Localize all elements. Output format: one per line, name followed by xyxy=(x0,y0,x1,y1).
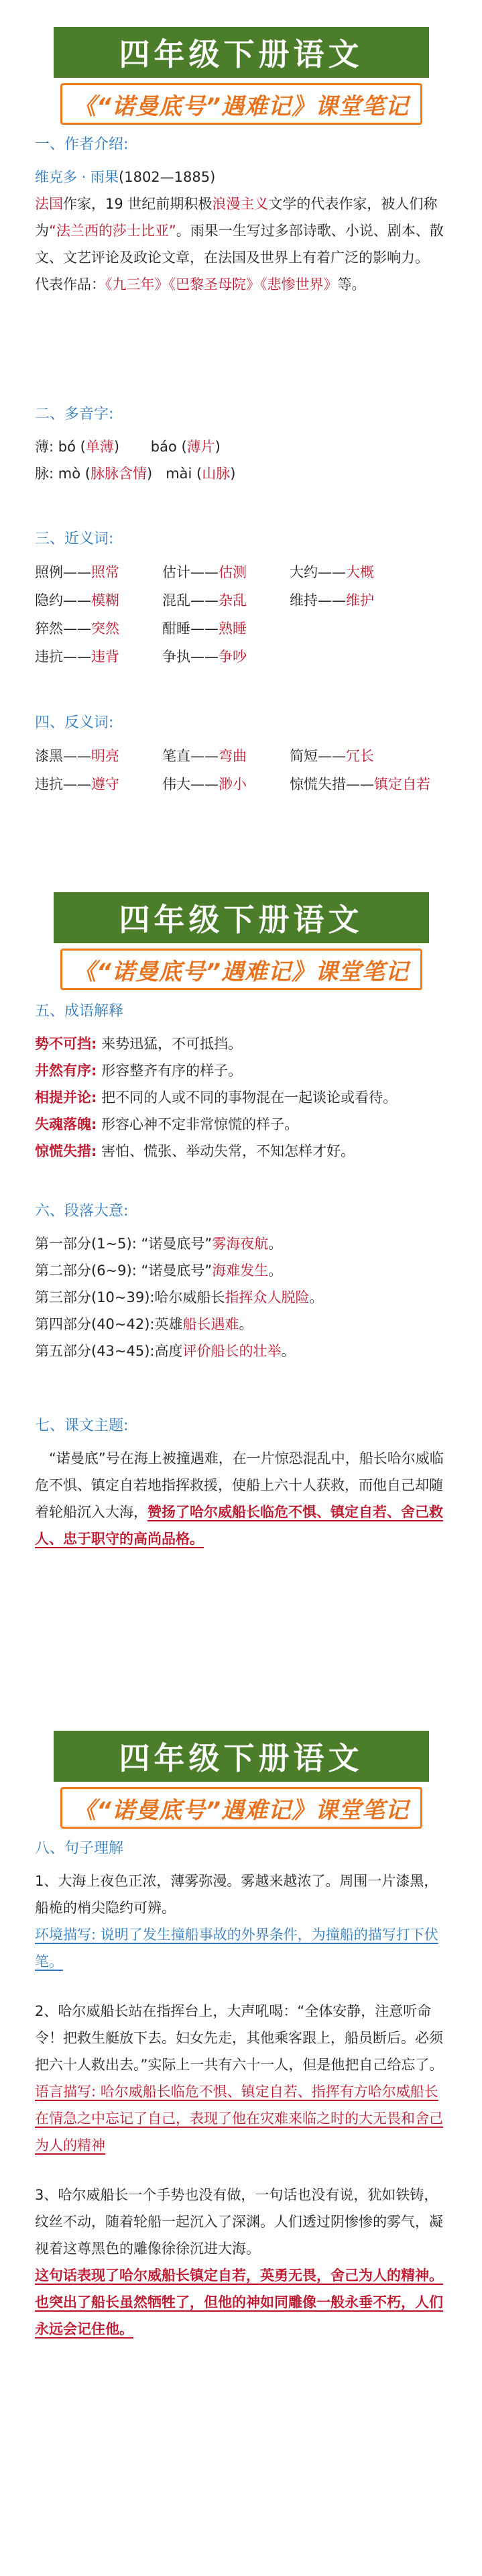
idiom-item: 相提并论: 把不同的人或不同的事物混在一起谈论或看待。 xyxy=(35,1089,398,1106)
author-bio: 法国作家，19 世纪前期积极浪漫主义文学的代表作家，被人们称为“法兰西的莎士比亚”。雨果一生写过多部诗歌、小说、剧本、散文、文艺评论及政论文章，在法国及世界上有着广泛的影响力。 xyxy=(35,196,444,266)
word-pair: 照例——照常 xyxy=(35,564,119,580)
author-name: 维克多 · 雨果 xyxy=(35,169,119,185)
paragraph-part: 第二部分(6~9): “诺曼底号”海难发生。 xyxy=(35,1263,283,1279)
antonym-grid xyxy=(35,742,450,798)
sentence-quote: 2、哈尔威船长站在指挥台上，大声吼喝：“全体安静，注意听命令！把救生艇放下去。妇女先走，其他乘客跟上，船员断后。必须把六十人救出去。”实际上一共有六十一人，但是他把自己给忘了。 xyxy=(35,2003,444,2073)
polyphone-row: 薄: bó (单薄) báo (薄片) xyxy=(35,439,221,455)
page-title: 四年级下册语文 xyxy=(54,1731,429,1782)
word-pair: 争执——争吵 xyxy=(162,649,247,665)
word-pair: 大约——大概 xyxy=(290,564,374,580)
sentence-quote: 3、哈尔威船长一个手势也没有做，一句话也没有说，犹如铁铸，纹丝不动，随着轮船一起沉入了深渊。人们透过阴惨惨的雾气，凝视着这尊黑色的雕像徐徐沉进大海。 xyxy=(35,2187,443,2257)
section-heading: 四、反义词: xyxy=(35,714,114,731)
section-heading: 一、作者介绍: xyxy=(35,136,129,153)
theme-highlight: 赞扬了哈尔威船长临危不惧、镇定自若、舍己救人、忠于职守的高尚品格。 xyxy=(35,1504,443,1547)
section-heading: 三、近义词: xyxy=(35,531,114,547)
word-pair: 估计——估测 xyxy=(162,564,247,580)
synonym-grid xyxy=(35,558,450,671)
word-pair: 猝然——突然 xyxy=(35,621,119,637)
idiom-item: 失魂落魄: 形容心神不定非常惊慌的样子。 xyxy=(35,1116,299,1132)
section-paragraphs xyxy=(35,1198,450,1364)
idiom-item: 势不可挡: 来势迅猛，不可抵挡。 xyxy=(35,1036,243,1052)
idiom-item: 惊慌失措: 害怕、慌张、举动失常，不知怎样才好。 xyxy=(35,1143,355,1159)
note-card-2 xyxy=(0,892,482,990)
word-pair xyxy=(290,643,437,671)
word-pair: 简短——冗长 xyxy=(290,748,374,764)
paragraph-part: 第三部分(10~39):哈尔威船长指挥众人脱险。 xyxy=(35,1289,324,1305)
author-works: 代表作品：《九三年》《巴黎圣母院》《悲惨世界》等。 xyxy=(35,276,366,292)
paragraph-part: 第四部分(40~42):英雄船长遇难。 xyxy=(35,1316,253,1332)
section-idioms xyxy=(35,998,450,1165)
word-pair: 混乱——杂乱 xyxy=(162,592,247,608)
page-subtitle: 《“诺曼底号”遇难记》课堂笔记 xyxy=(60,1787,422,1829)
word-pair: 漆黑——明亮 xyxy=(35,748,119,764)
word-pair: 维持——维护 xyxy=(290,592,374,608)
paragraph-part: 第五部分(43~45):高度评价船长的壮举。 xyxy=(35,1343,296,1359)
polyphone-row: 脉: mò (脉脉含情) mài (山脉) xyxy=(35,466,236,482)
word-pair: 违抗——违背 xyxy=(35,649,119,665)
section-synonyms xyxy=(35,526,450,671)
section-polyphones xyxy=(35,401,450,487)
section-theme xyxy=(35,1413,450,1552)
sentence-analysis: 这句话表现了哈尔威船长镇定自若，英勇无畏，舍己为人的精神。也突出了船长虽然牺牲了，但他的神如同雕像一般永垂不朽，人们永远会记住他。 xyxy=(35,2267,443,2337)
idiom-item: 井然有序: 形容整齐有序的样子。 xyxy=(35,1063,243,1079)
page-title: 四年级下册语文 xyxy=(54,892,429,943)
section-heading: 八、句子理解 xyxy=(35,1840,124,1857)
word-pair: 笔直——弯曲 xyxy=(162,748,247,764)
page-title: 四年级下册语文 xyxy=(54,27,429,78)
word-pair xyxy=(290,614,437,643)
author-years: (1802—1885) xyxy=(119,169,216,185)
section-antonyms xyxy=(35,710,450,798)
page-subtitle: 《“诺曼底号”遇难记》课堂笔记 xyxy=(60,83,422,125)
paragraph-part: 第一部分(1~5): “诺曼底号”雾海夜航。 xyxy=(35,1236,283,1252)
note-card-3 xyxy=(0,1731,482,1829)
sentence-analysis: 环境描写: 说明了发生撞船事故的外界条件，为撞船的描写打下伏笔。 xyxy=(35,1927,438,1970)
word-pair: 伟大——渺小 xyxy=(162,776,247,792)
word-pair: 违抗——遵守 xyxy=(35,776,119,792)
section-sentences xyxy=(35,1835,450,2343)
word-pair: 隐约——模糊 xyxy=(35,592,119,608)
note-card-1 xyxy=(0,27,482,125)
page-subtitle: 《“诺曼底号”遇难记》课堂笔记 xyxy=(60,949,422,990)
word-pair: 酣睡——熟睡 xyxy=(162,621,247,637)
section-author xyxy=(35,131,450,298)
theme-body: “诺曼底”号在海上被撞遇难，在一片惊恐混乱中，船长哈尔威临危不惧、镇定自若地指挥救援，使船上六十人获救，而他自己却随着轮船沉入大海，赞扬了哈尔威船长临危不惧、镇定自若、舍己救人、忠于职守的高尚品格。 xyxy=(35,1450,444,1547)
section-heading: 二、多音字: xyxy=(35,406,114,423)
word-pair: 惊慌失措——镇定自若 xyxy=(290,776,430,792)
section-heading: 七、课文主题: xyxy=(35,1417,129,1434)
sentence-analysis: 语言描写: 哈尔威船长临危不惧、镇定自若、指挥有方哈尔威船长在情急之中忘记了自己，表现了他在灾难来临之时的大无畏和舍己为人的精神 xyxy=(35,2084,443,2153)
section-heading: 五、成语解释 xyxy=(35,1003,124,1020)
sentence-quote: 1、大海上夜色正浓，薄雾弥漫。雾越来越浓了。周围一片漆黑，船桅的梢尖隐约可辨。 xyxy=(35,1873,438,1916)
section-heading: 六、段落大意: xyxy=(35,1203,129,1220)
